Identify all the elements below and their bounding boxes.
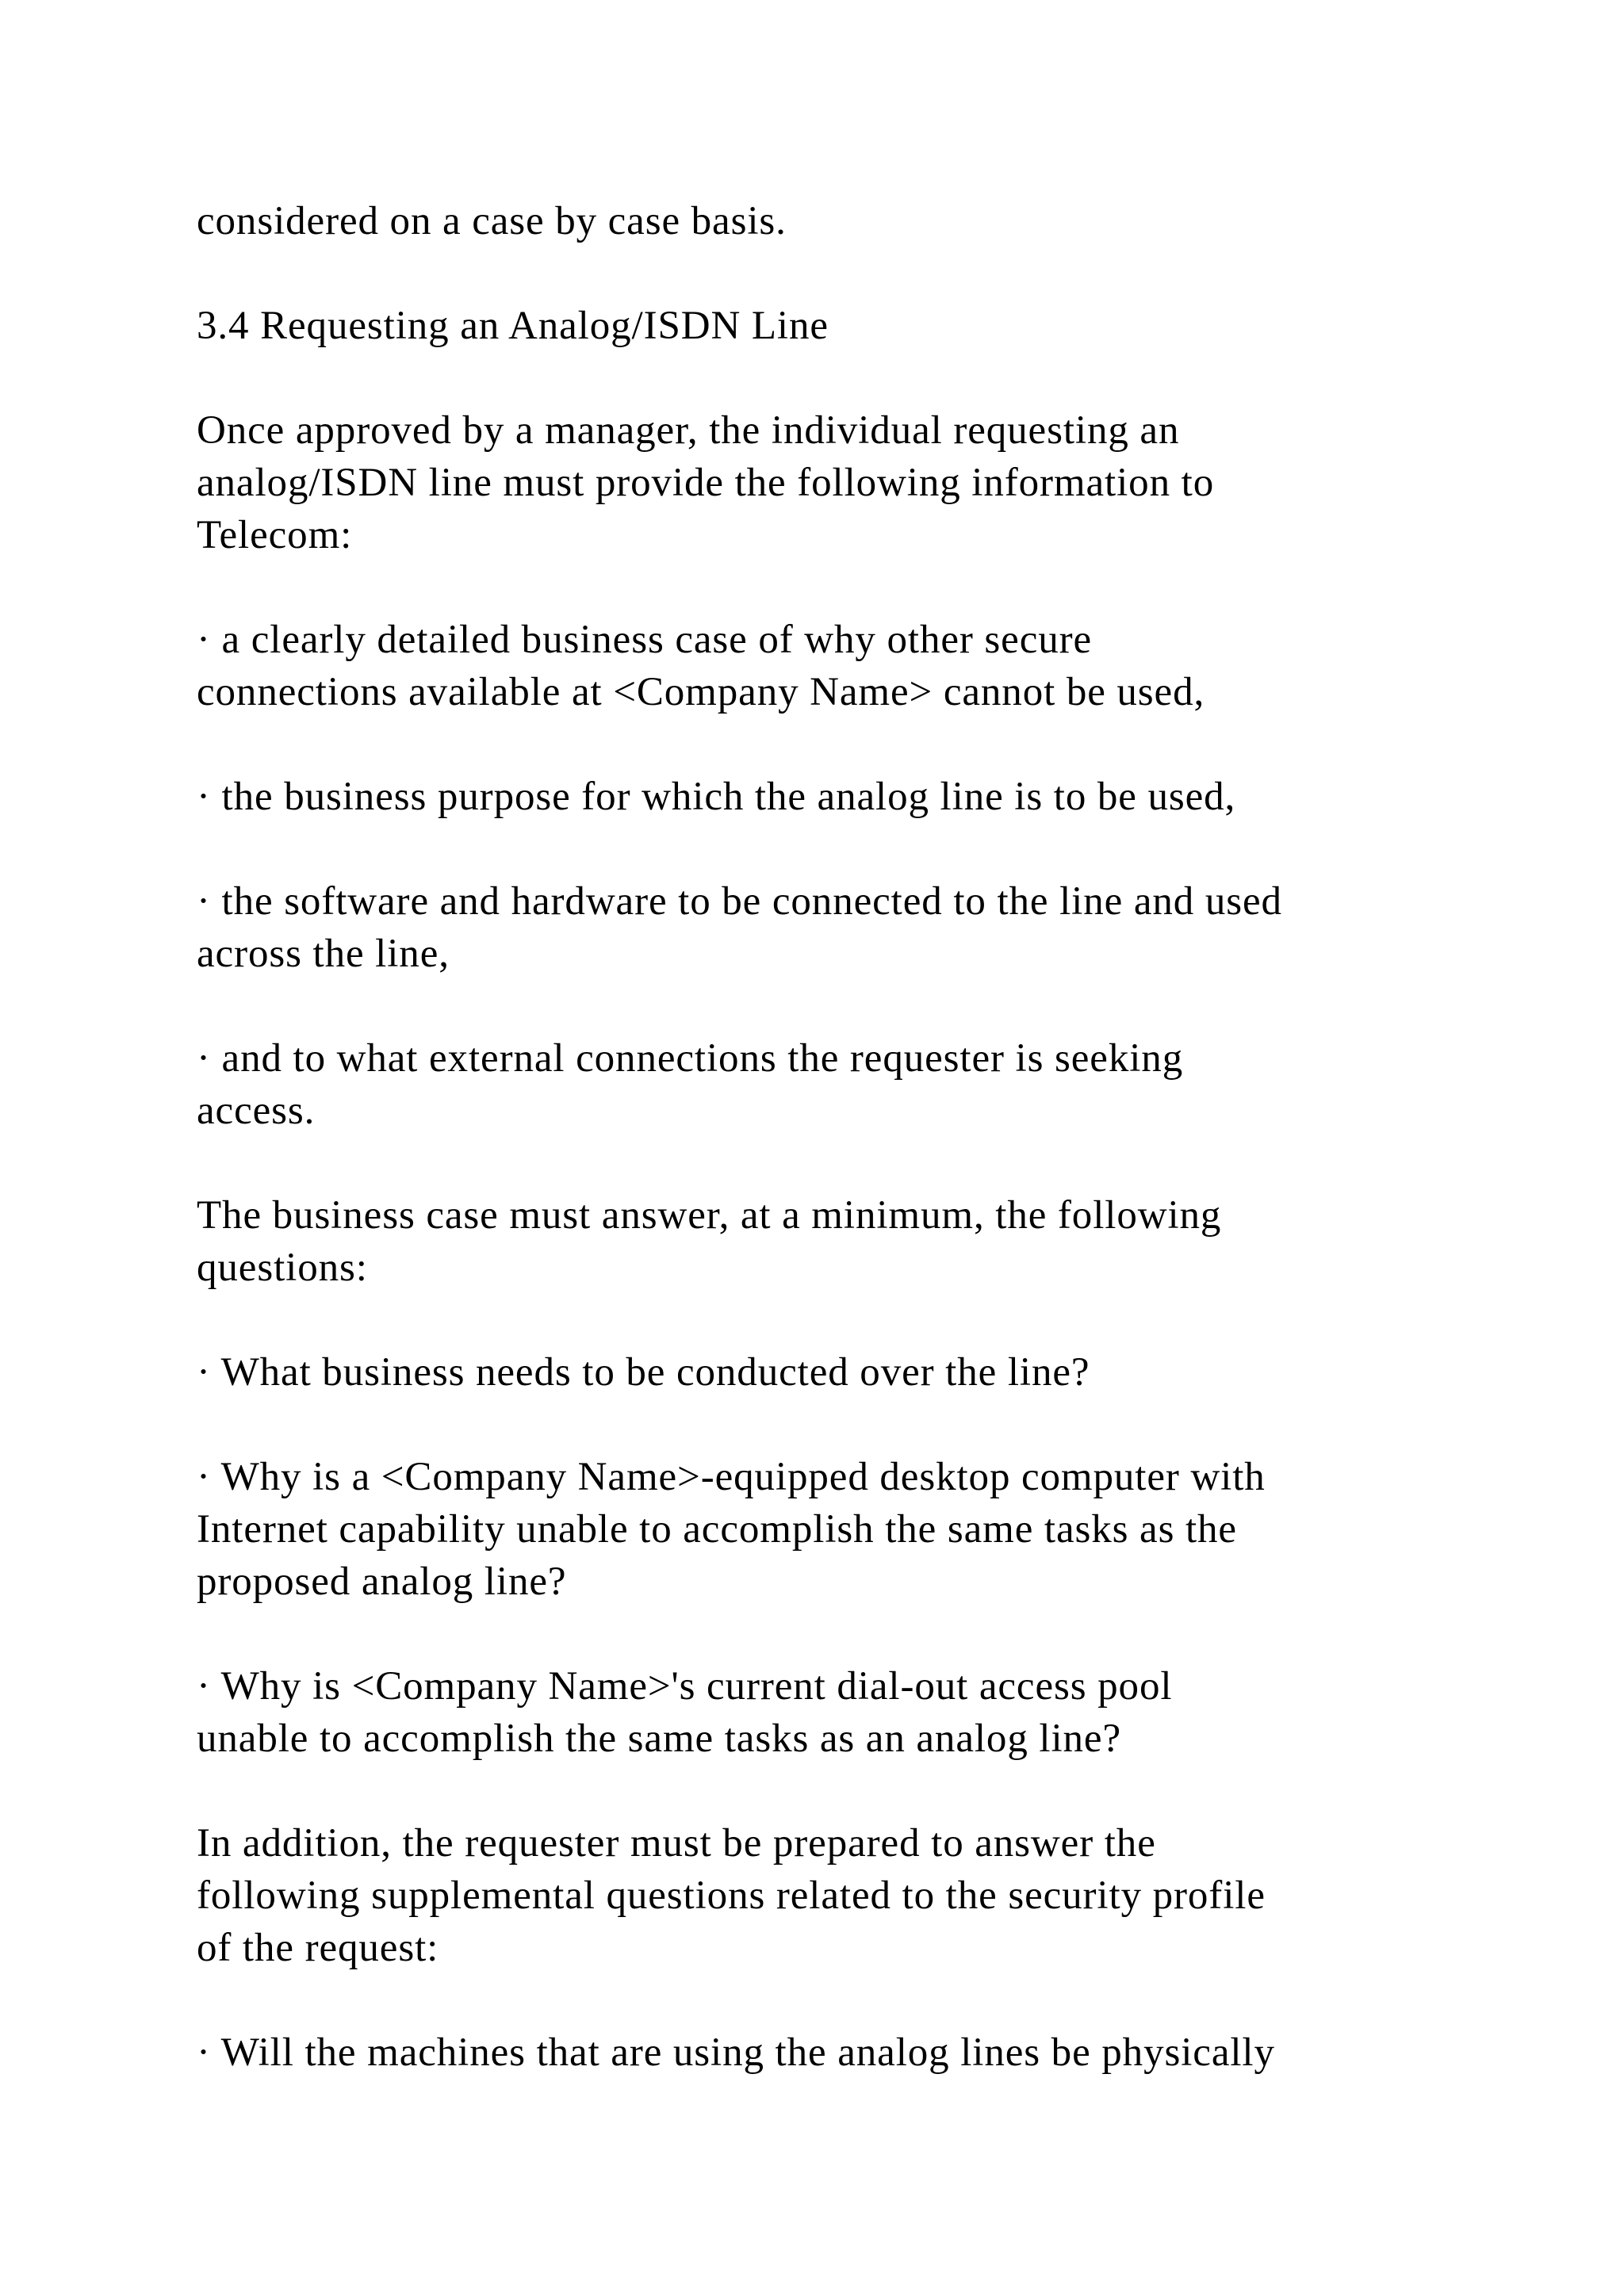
- paragraph: [197, 875, 1481, 980]
- paragraph-spacer: [197, 980, 1481, 1032]
- paragraph-spacer: [197, 1399, 1481, 1451]
- text-line: unable to accomplish the same tasks as an analog line?: [197, 1716, 1121, 1761]
- text-line: proposed analog line?: [197, 1559, 567, 1604]
- paragraph: [197, 404, 1481, 561]
- text-line: Internet capability unable to accomplish the same tasks as the: [197, 1507, 1237, 1552]
- paragraph-spacer: [197, 1608, 1481, 1660]
- text-line: In addition, the requester must be prepared to answer the: [197, 1821, 1156, 1866]
- paragraph-spacer: [197, 718, 1481, 771]
- text-line: · Will the machines that are using the analog lines be physically: [197, 2030, 1275, 2075]
- text-line: 3.4 Requesting an Analog/ISDN Line: [197, 304, 829, 348]
- text-line: considered on a case by case basis.: [197, 199, 787, 243]
- text-line: connections available at <Company Name> cannot be used,: [197, 670, 1205, 714]
- paragraph: [197, 1451, 1481, 1608]
- text-line: questions:: [197, 1246, 368, 1290]
- paragraph: [197, 1346, 1481, 1399]
- paragraph: [197, 1817, 1481, 1974]
- paragraph: [197, 300, 1481, 352]
- text-line: Once approved by a manager, the individual requesting an: [197, 408, 1180, 453]
- text-line: · the software and hardware to be connected to the line and used: [197, 879, 1282, 924]
- paragraph: [197, 614, 1481, 718]
- paragraph: [197, 771, 1481, 823]
- paragraph: [197, 1032, 1481, 1137]
- document-body: [197, 195, 1481, 2079]
- paragraph-spacer: [197, 352, 1481, 404]
- paragraph-spacer: [197, 823, 1481, 875]
- text-line: · a clearly detailed business case of why other secure: [197, 618, 1093, 662]
- text-line: across the line,: [197, 932, 450, 976]
- text-line: Telecom:: [197, 513, 353, 557]
- paragraph: [197, 2026, 1481, 2079]
- text-line: · the business purpose for which the analog line is to be used,: [197, 775, 1236, 819]
- text-line: · and to what external connections the requester is seeking: [197, 1036, 1184, 1081]
- text-line: access.: [197, 1089, 316, 1133]
- paragraph-spacer: [197, 561, 1481, 614]
- text-line: following supplemental questions related to the security profile: [197, 1873, 1266, 1918]
- text-line: analog/ISDN line must provide the following information to: [197, 461, 1215, 505]
- paragraph: [197, 195, 1481, 247]
- text-line: · Why is a <Company Name>-equipped desktop computer with: [197, 1455, 1266, 1499]
- paragraph-spacer: [197, 1765, 1481, 1817]
- paragraph-spacer: [197, 1137, 1481, 1189]
- paragraph-spacer: [197, 247, 1481, 300]
- text-line: of the request:: [197, 1926, 439, 1970]
- text-line: · What business needs to be conducted over the line?: [197, 1350, 1090, 1395]
- text-line: The business case must answer, at a minimum, the following: [197, 1193, 1222, 1238]
- paragraph-spacer: [197, 1974, 1481, 2026]
- paragraph-spacer: [197, 1294, 1481, 1346]
- paragraph: [197, 1660, 1481, 1765]
- text-line: · Why is <Company Name>'s current dial-out access pool: [197, 1664, 1173, 1709]
- paragraph: [197, 1189, 1481, 1294]
